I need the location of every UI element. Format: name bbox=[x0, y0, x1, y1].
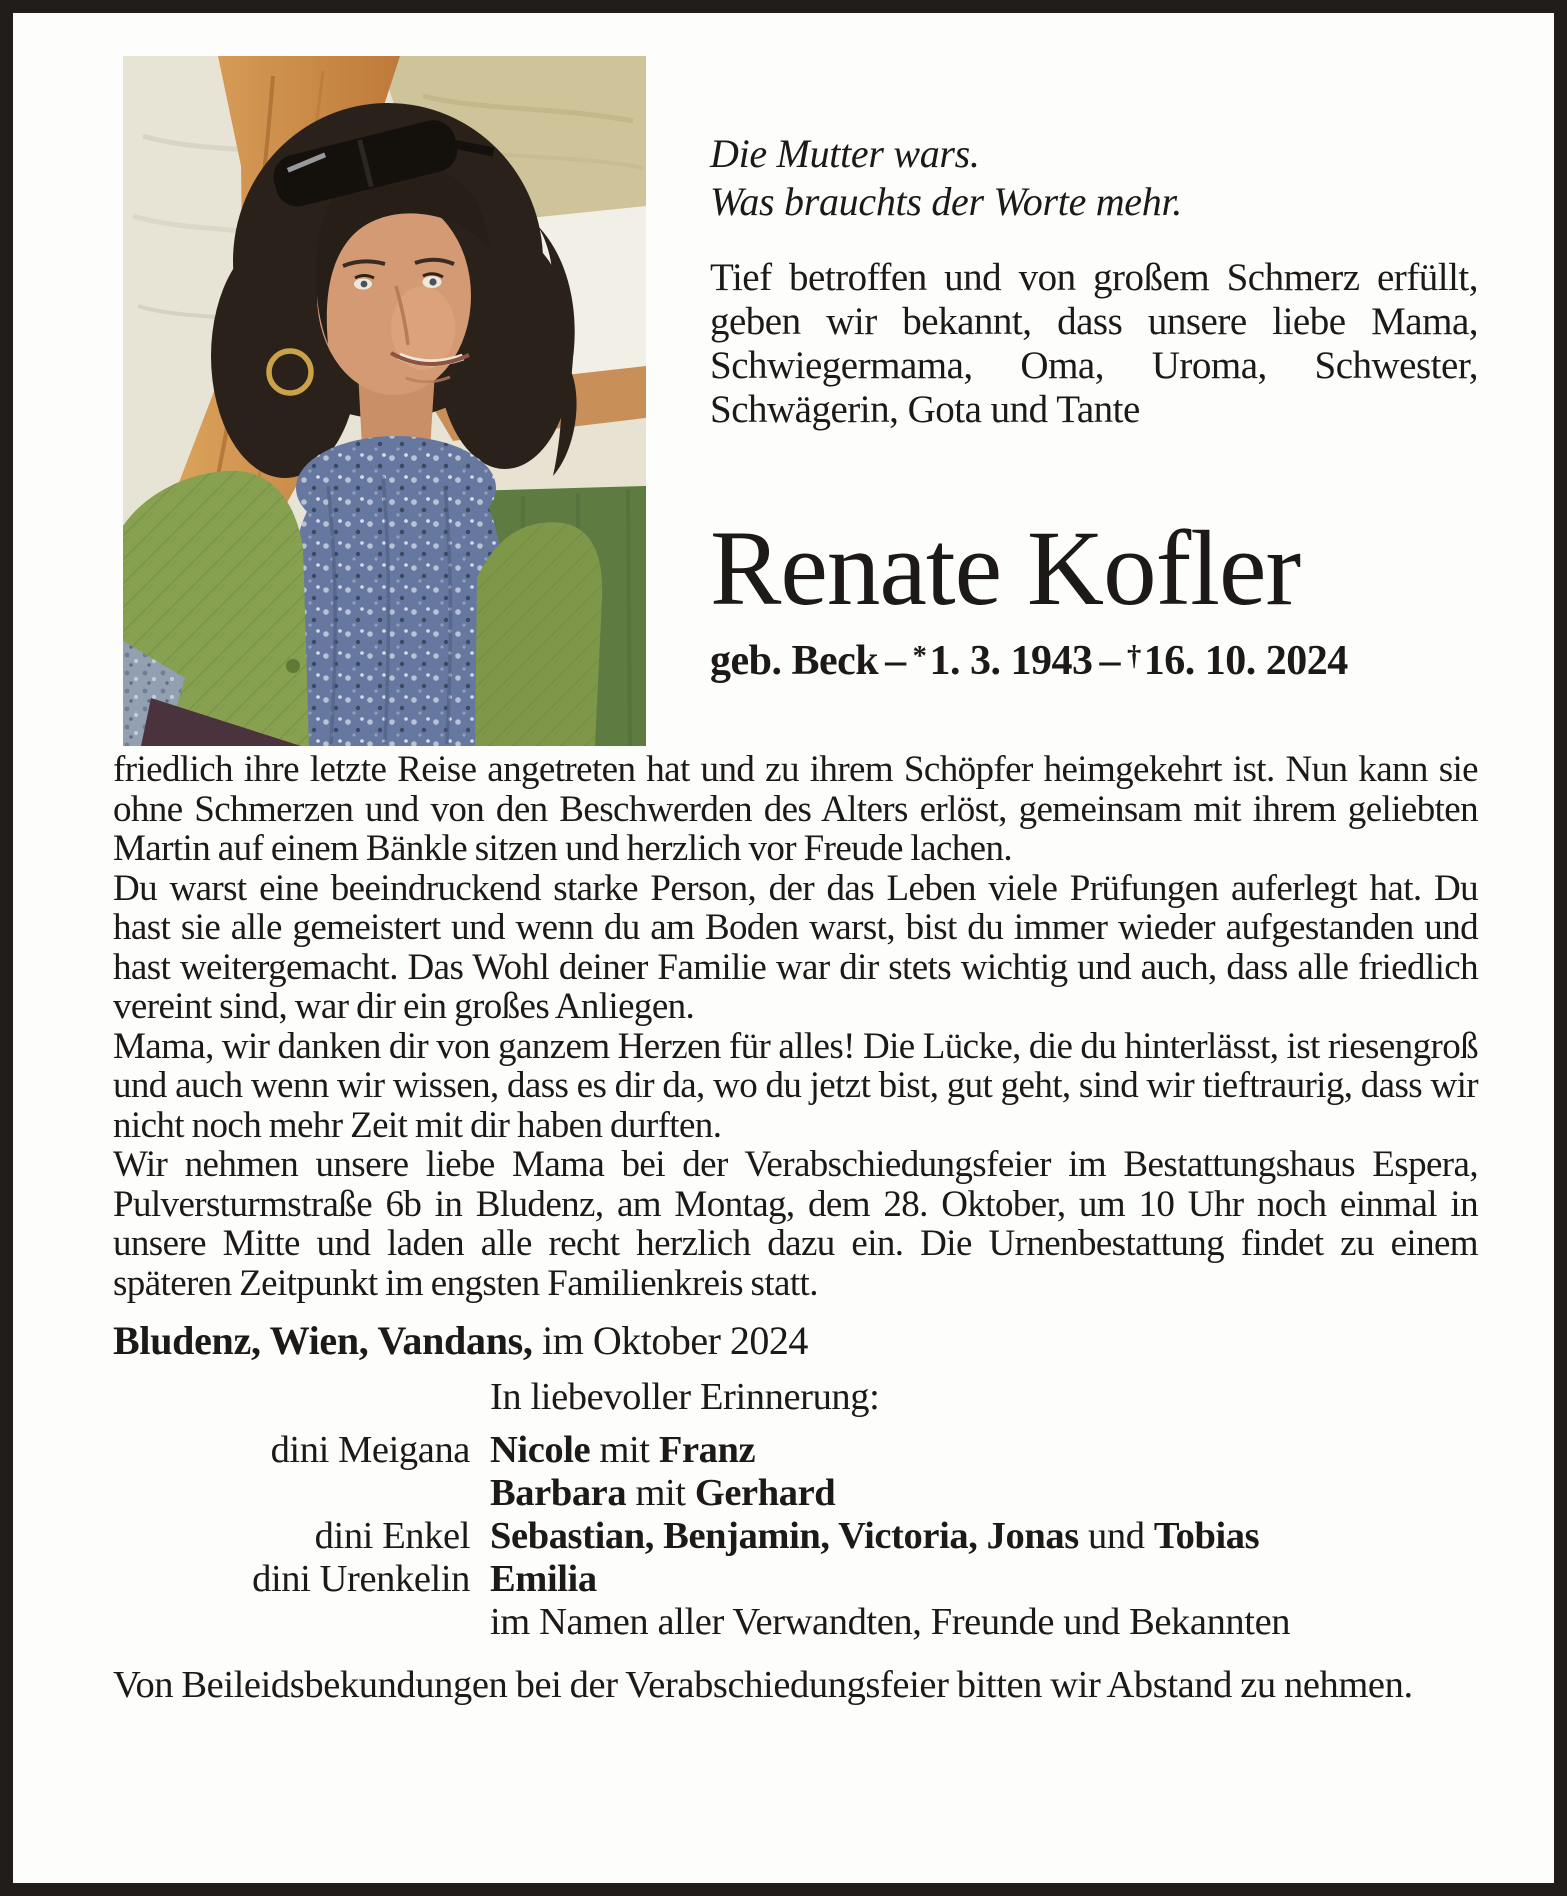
memorial-section bbox=[113, 1376, 1478, 1644]
birth-star-symbol: * bbox=[912, 640, 927, 672]
body-paragraph: Wir nehmen unsere liebe Mama bei der Verabschiedungsfeier im Bestattungshaus Espera, Pulversturmstraße 6b in Bludenz, am Montag, dem 28. Oktober, um 10 Uhr noch einmal in unsere Mitte und laden alle recht herzlich dazu ein. Die Urnenbestattung findet zu einem späteren Zeitpunkt im engsten Familienkreis statt. bbox=[113, 1144, 1478, 1304]
memorial-row-label: dini Enkel bbox=[314, 1515, 470, 1557]
death-dagger-symbol: † bbox=[1126, 640, 1141, 672]
memorial-row-label: dini Meigana bbox=[270, 1429, 470, 1471]
memorial-row bbox=[113, 1515, 1478, 1558]
dateline-date: im Oktober 2024 bbox=[542, 1318, 808, 1363]
dateline-places: Bludenz, Wien, Vandans, bbox=[113, 1318, 533, 1363]
family-name: Barbara bbox=[490, 1472, 627, 1514]
memorial-row-names bbox=[490, 1515, 1259, 1558]
epigraph bbox=[710, 130, 1478, 226]
dateline bbox=[113, 1317, 1478, 1364]
portrait-photo-illustration bbox=[123, 56, 646, 746]
notice-content bbox=[13, 13, 1554, 1707]
body-paragraph: Du warst eine beeindruckend starke Person, der das Leben viele Prüfungen auferlegt hat. Du hast sie alle gemeistert und wenn du am Boden warst, bist du immer wieder aufgestanden und hast weitergemacht. Das Wohl deiner Familie war dir stets wichtig und auch, dass alle friedlich vereint sind, war dir ein großes Anliegen. bbox=[113, 867, 1478, 1027]
maiden-name: geb. Beck bbox=[710, 638, 879, 684]
connector-text: und bbox=[1078, 1515, 1154, 1557]
family-name: Tobias bbox=[1153, 1515, 1260, 1557]
epigraph-line-2: Was brauchts der Worte mehr. bbox=[710, 179, 1182, 224]
family-name: Emilia bbox=[490, 1558, 597, 1600]
announcement-column bbox=[710, 56, 1478, 685]
epigraph-line-1: Die Mutter wars. bbox=[710, 131, 980, 176]
deceased-name: Renate Kofler bbox=[710, 510, 1301, 628]
memorial-row bbox=[113, 1429, 1478, 1472]
family-name: Franz bbox=[658, 1429, 756, 1471]
body-paragraph: Mama, wir danken dir von ganzem Herzen für alles! Die Lücke, die du hinterlässt, ist riesengroß und auch wenn wir wissen, dass es dir da, wo du jetzt bist, gut geht, sind wir tieftraurig, dass wir nicht noch mehr Zeit mit dir haben durften. bbox=[113, 1025, 1478, 1146]
connector-text: mit bbox=[590, 1429, 659, 1471]
dash-separator: – bbox=[1099, 638, 1120, 684]
body-text bbox=[113, 750, 1478, 1303]
memorial-row bbox=[113, 1558, 1478, 1601]
closing-note: Von Beileidsbekundungen bei der Verabschiedungsfeier bitten wir Abstand zu nehmen. bbox=[113, 1664, 1413, 1706]
floral-scarf bbox=[283, 436, 501, 746]
connector-text: mit bbox=[626, 1472, 695, 1514]
intro-text: Tief betroffen und von großem Schmerz erfüllt, geben wir bekannt, dass unsere liebe Mama, Schwiegermama, Oma, Uroma, Schwester, Schwägerin, Gota und Tante bbox=[710, 256, 1478, 431]
memorial-footer: im Namen aller Verwandten, Freunde und Bekannten bbox=[490, 1601, 1291, 1643]
memorial-row-label bbox=[113, 1472, 470, 1515]
birth-date: 1. 3. 1943 bbox=[929, 638, 1093, 684]
life-dates bbox=[710, 637, 1478, 685]
death-date: 16. 10. 2024 bbox=[1143, 638, 1348, 684]
family-name: Nicole bbox=[490, 1429, 591, 1471]
family-name: Gerhard bbox=[694, 1472, 836, 1514]
family-name: Sebastian, Benjamin, Victoria, Jonas bbox=[490, 1515, 1079, 1557]
memorial-row-names bbox=[490, 1429, 755, 1472]
body-paragraph: friedlich ihre letzte Reise angetreten hat und zu ihrem Schöpfer heimgekehrt ist. Nun kann sie ohne Schmerzen und von den Beschwerden des Alters erlöst, gemeinsam mit ihrem geliebten Martin auf einem Bänkle sitzen und herzlich vor Freude lachen. bbox=[113, 749, 1478, 869]
memorial-row bbox=[113, 1472, 1478, 1515]
dash-separator: – bbox=[885, 638, 906, 684]
memorial-row-label: dini Urenkelin bbox=[252, 1558, 470, 1600]
memorial-row-names bbox=[490, 1558, 597, 1601]
memorial-row-names bbox=[490, 1472, 835, 1515]
hero-section bbox=[113, 56, 1478, 746]
portrait-photo bbox=[123, 56, 646, 746]
memorial-rows bbox=[113, 1429, 1478, 1601]
memorial-heading: In liebevoller Erinnerung: bbox=[490, 1376, 880, 1418]
